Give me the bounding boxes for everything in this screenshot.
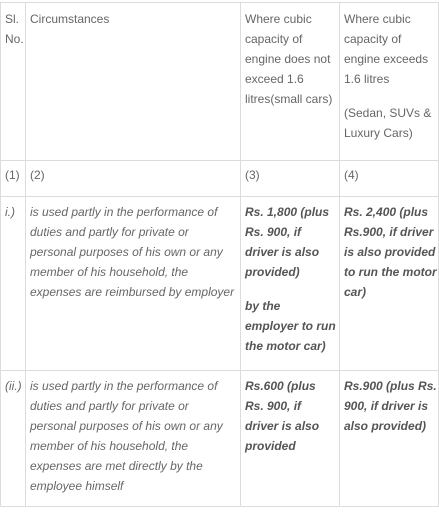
column-number: (3) — [241, 161, 340, 197]
header-large-cars — [340, 3, 439, 161]
header-circumstances: Circumstances — [26, 3, 241, 161]
column-number-row — [1, 161, 439, 197]
row-large-cars-value: Rs. 2,400 (plus Rs.900, if driver is also provided to run the motor car) — [340, 197, 439, 371]
table-row — [1, 371, 439, 507]
column-number: (1) — [1, 161, 26, 197]
perquisite-table — [0, 2, 439, 507]
header-sl-line2: No. — [5, 32, 24, 46]
table-header-row — [1, 3, 439, 161]
row-circumstance: is used partly in the performance of duties and partly for private or personal purposes of his own or any member of his household, the expenses are reimbursed by employer — [26, 197, 241, 371]
header-sl-no — [1, 3, 26, 161]
row-sl-no: i.) — [1, 197, 26, 371]
row-small-cars-value — [241, 197, 340, 371]
spacer — [344, 89, 438, 103]
column-number: (2) — [26, 161, 241, 197]
small-cars-amount-extra: by the employer to run the motor car) — [245, 299, 336, 353]
row-small-cars-value: Rs.600 (plus Rs. 900, if driver is also provided — [241, 371, 340, 507]
row-sl-no: (ii.) — [1, 371, 26, 507]
row-circumstance: is used partly in the performance of duties and partly for private or personal purposes of his own or any member of his household, the expenses are met directly by the employee himself — [26, 371, 241, 507]
table-row — [1, 197, 439, 371]
small-cars-amount: Rs. 1,800 (plus Rs. 900, if driver is also provided) — [245, 205, 330, 279]
row-large-cars-value: Rs.900 (plus Rs. 900, if driver is also provided) — [340, 371, 439, 507]
column-number: (4) — [340, 161, 439, 197]
header-large-cars-text: Where cubic capacity of engine exceeds 1.6 litres — [344, 12, 429, 86]
header-small-cars: Where cubic capacity of engine does not exceed 1.6 litres(small cars) — [241, 3, 340, 161]
spacer — [245, 282, 337, 296]
header-large-cars-note: (Sedan, SUVs & Luxury Cars) — [344, 106, 432, 140]
header-sl-line1: Sl. — [5, 12, 20, 26]
